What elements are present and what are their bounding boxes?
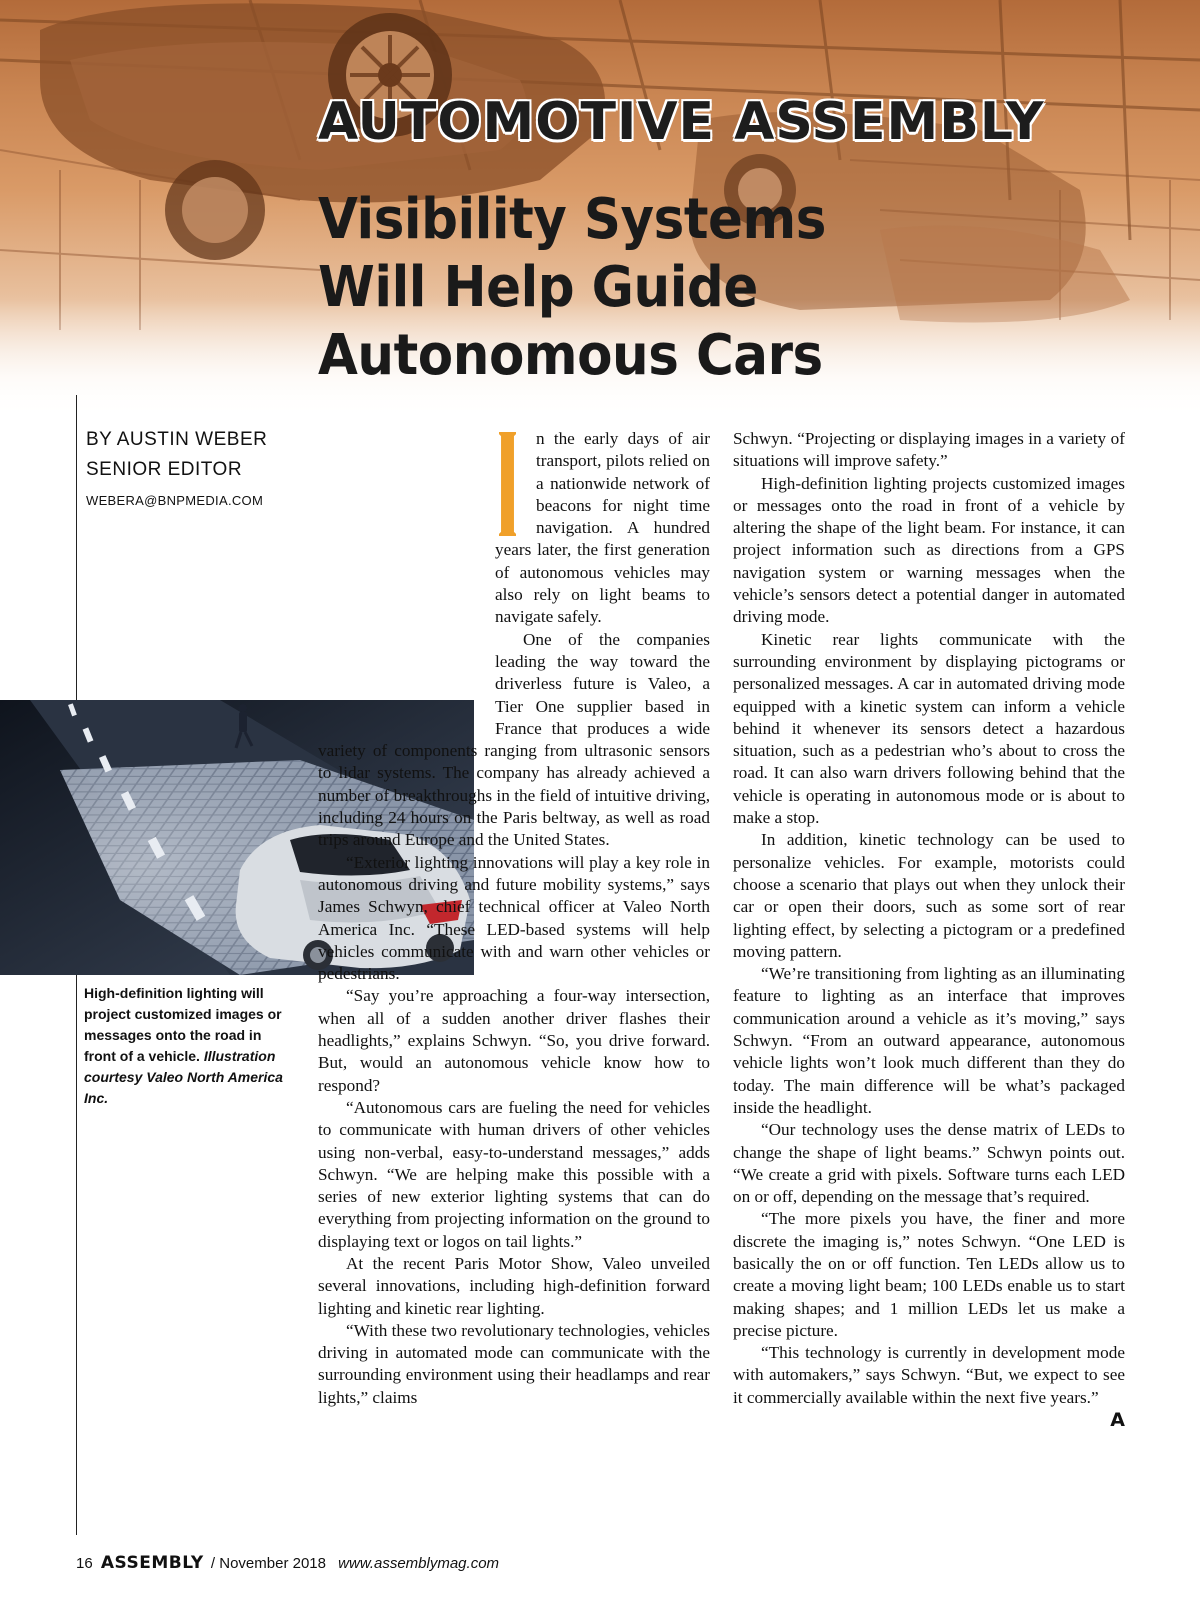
paragraph: “Our technology uses the dense matrix of LEDs to change the shape of light beams.” Schwyn points out. “We create a grid with pixels. Software turns each LED on or off, depending on the message that’s required. (733, 1120, 1125, 1207)
headline-line: Autonomous Cars (318, 323, 823, 388)
paragraph: High-definition lighting projects customized images or messages onto the road in front of a vehicle by altering the shape of the light beam. For instance, it can project information such as directions from a GPS navigation system or warning messages when the vehicle’s sensors detect a potential danger in automated driving mode. (733, 473, 1125, 627)
paragraph: “Say you’re approaching a four-way intersection, when all of a sudden another driver flashes their headlights,” explains Schwyn. “So, you drive forward. But, would an autonomous vehicle know how to respond? (318, 986, 710, 1095)
website-link[interactable]: www.assemblymag.com (338, 1555, 500, 1572)
paragraph: “We’re transitioning from lighting as an illuminating feature to lighting as an interface that improves communication around a vehicle as it’s moving,” says Schwyn. “From an outward appearance, autonomous vehicle lights won’t look much different than they do today. The main difference will be what’s packaged inside the headlight. (733, 964, 1125, 1117)
page-number: 16 (76, 1555, 93, 1572)
caption-credit: Illustration courtesy Valeo North America Inc. (84, 1048, 283, 1106)
issue-date: / November 2018 (210, 1555, 326, 1572)
byline (86, 425, 267, 508)
author-email[interactable]: WEBERA@BNPMEDIA.COM (86, 493, 264, 508)
headline-line: Visibility Systems (318, 187, 826, 252)
paragraph: n the early days of air transport, pilots relied on a nationwide network of beacons for night time navigation. A hundred years later, the first generation of autonomous vehicles may also rely on light beams to navigate safely. (495, 429, 710, 627)
article-headline (318, 186, 833, 390)
end-mark: A (1110, 1409, 1125, 1432)
paragraph: “With these two revolutionary technologies, vehicles driving in automated mode can communicate with the surrounding environment using their headlamps and rear lights,” claims (318, 1320, 710, 1407)
article-column-2 (733, 428, 1125, 1431)
article-column-1 (318, 428, 710, 1409)
paragraph: “Autonomous cars are fueling the need for vehicles to communicate with human drivers of other vehicles using non-verbal, easy-to-understand messages,” adds Schwyn. “We are helping make this possible with a series of new exterior lighting systems that can do everything from projecting information on the ground to displaying text or logos on tail lights.” (318, 1097, 710, 1251)
paragraph: “Exterior lighting innovations will play a key role in autonomous driving and future mobility systems,” says James Schwyn, chief technical officer at Valeo North America Inc. “These LED-based systems will help vehicles communicate with and warn other vehicles or pedestrians. (318, 852, 710, 984)
paragraph: “The more pixels you have, the finer and more discrete the imaging is,” notes Schwyn. “One LED is basically the on or off function. Ten LEDs allow us to create a moving light beam; 100 LEDs enable us to start making shapes; and 1 million LEDs let us make a precise picture. (733, 1209, 1125, 1340)
section-kicker: AUTOMOTIVE ASSEMBLY (318, 92, 1045, 152)
headline-line: Will Help Guide (318, 255, 758, 320)
paragraph: In addition, kinetic technology can be used to personalize vehicles. For example, motorists could choose a scenario that plays out when they unlock their car or open their doors, such as some sort of rear lighting effect, by selecting a pictogram or a predefined moving pattern. (733, 830, 1125, 961)
drop-cap-i (499, 432, 516, 536)
hero-banner (0, 0, 1200, 420)
photo-wrap-spacer (318, 428, 495, 722)
paragraph: At the recent Paris Motor Show, Valeo unveiled several innovations, including high-definition forward lighting and kinetic rear lighting. (318, 1253, 710, 1318)
paragraph: One of the companies leading the way toward the driverless future is Valeo, a Tier One supplier based in France that produces a wide variety of components ranging from ultrasonic sensors to lidar systems. The company has already achieved a number of breakthroughs in the field of intuitive driving, including 24 hours on the Paris beltway, as well as road trips around Europe and the United States. (318, 629, 710, 850)
magazine-name: ASSEMBLY (100, 1553, 204, 1573)
photo-caption (84, 983, 294, 1109)
author-role: SENIOR EDITOR (86, 459, 243, 480)
paragraph: Kinetic rear lights communicate with the surrounding environment by displaying pictograms or personalized messages. A car in automated driving mode equipped with a kinetic system can inform a vehicle behind it whenever its sensors detect a hazardous situation, such as a pedestrian who’s about to cross the road. It can also warn drivers following behind that the vehicle is operating in autonomous mode or is about to make a stop. (733, 629, 1125, 828)
caption-text: High-definition lighting will project customized images or messages onto the road in front of a vehicle. (84, 985, 282, 1064)
paragraph-text: “This technology is currently in development mode with automakers,” says Schwyn. “But, we expect to see it commercially available within the next five years.” (733, 1343, 1125, 1407)
page-footer (76, 1553, 499, 1573)
author-name: BY AUSTIN WEBER (86, 429, 268, 450)
paragraph (733, 1342, 1125, 1432)
paragraph: Schwyn. “Projecting or displaying images in a variety of situations will improve safety.” (733, 429, 1125, 471)
